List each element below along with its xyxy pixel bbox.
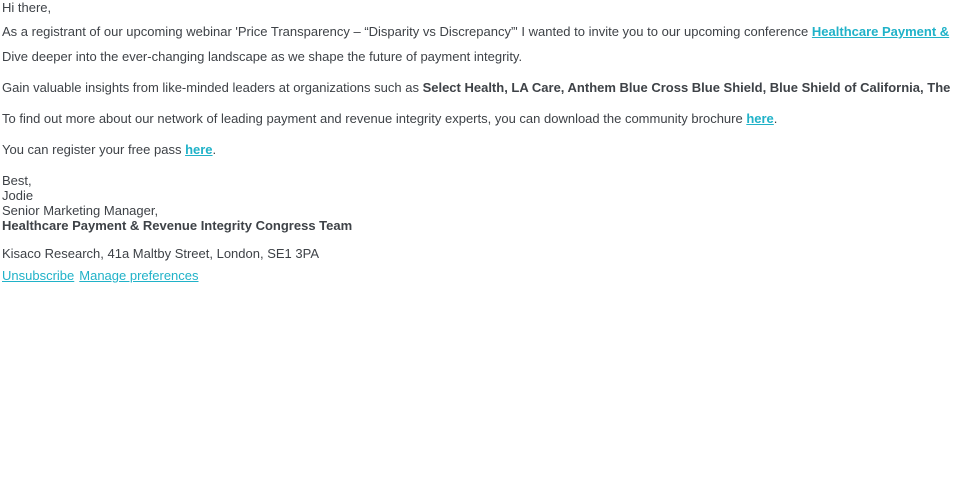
conference-link[interactable]: Healthcare Payment &	[811, 24, 950, 39]
company-address	[2, 246, 960, 261]
brochure-here-link[interactable]: here	[746, 111, 774, 126]
register-here-link[interactable]: here	[185, 142, 213, 157]
brochure-period: .	[773, 111, 778, 126]
register-text: You can register your free pass	[2, 142, 186, 157]
invite-paragraph	[2, 24, 960, 39]
signature-team: Healthcare Payment & Revenue Integrity Congress Team	[2, 218, 353, 233]
brochure-text: To find out more about our network of leading payment and revenue integrity experts, you can download the community brochure	[2, 111, 747, 126]
footer-links	[2, 268, 960, 283]
signature-closing: Best,	[2, 173, 32, 188]
greeting-text: Hi there,	[2, 0, 52, 15]
organizations-list: Select Health, LA Care, Anthem Blue Cross Blue Shield, Blue Shield of California, The	[422, 80, 951, 95]
dive-paragraph	[2, 49, 960, 64]
signature-block	[2, 173, 960, 233]
address-text: Kisaco Research, 41a Maltby Street, London, SE1 3PA	[2, 246, 319, 261]
signature-title: Senior Marketing Manager,	[2, 203, 159, 218]
register-period: .	[212, 142, 217, 157]
signature-name: Jodie	[2, 188, 34, 203]
unsubscribe-link[interactable]: Unsubscribe	[2, 268, 75, 283]
register-paragraph	[2, 142, 960, 157]
greeting	[2, 0, 960, 15]
brochure-paragraph	[2, 111, 960, 126]
invite-text: As a registrant of our upcoming webinar 'Price Transparency – “Disparity vs Discrepancy”' I wanted to invite you to our upcoming conference	[2, 24, 812, 39]
insights-paragraph	[2, 80, 960, 95]
dive-text: Dive deeper into the ever-changing landscape as we shape the future of payment integrity.	[2, 49, 523, 64]
manage-preferences-link[interactable]: Manage preferences	[79, 268, 199, 283]
insights-text: Gain valuable insights from like-minded leaders at organizations such as	[2, 80, 423, 95]
